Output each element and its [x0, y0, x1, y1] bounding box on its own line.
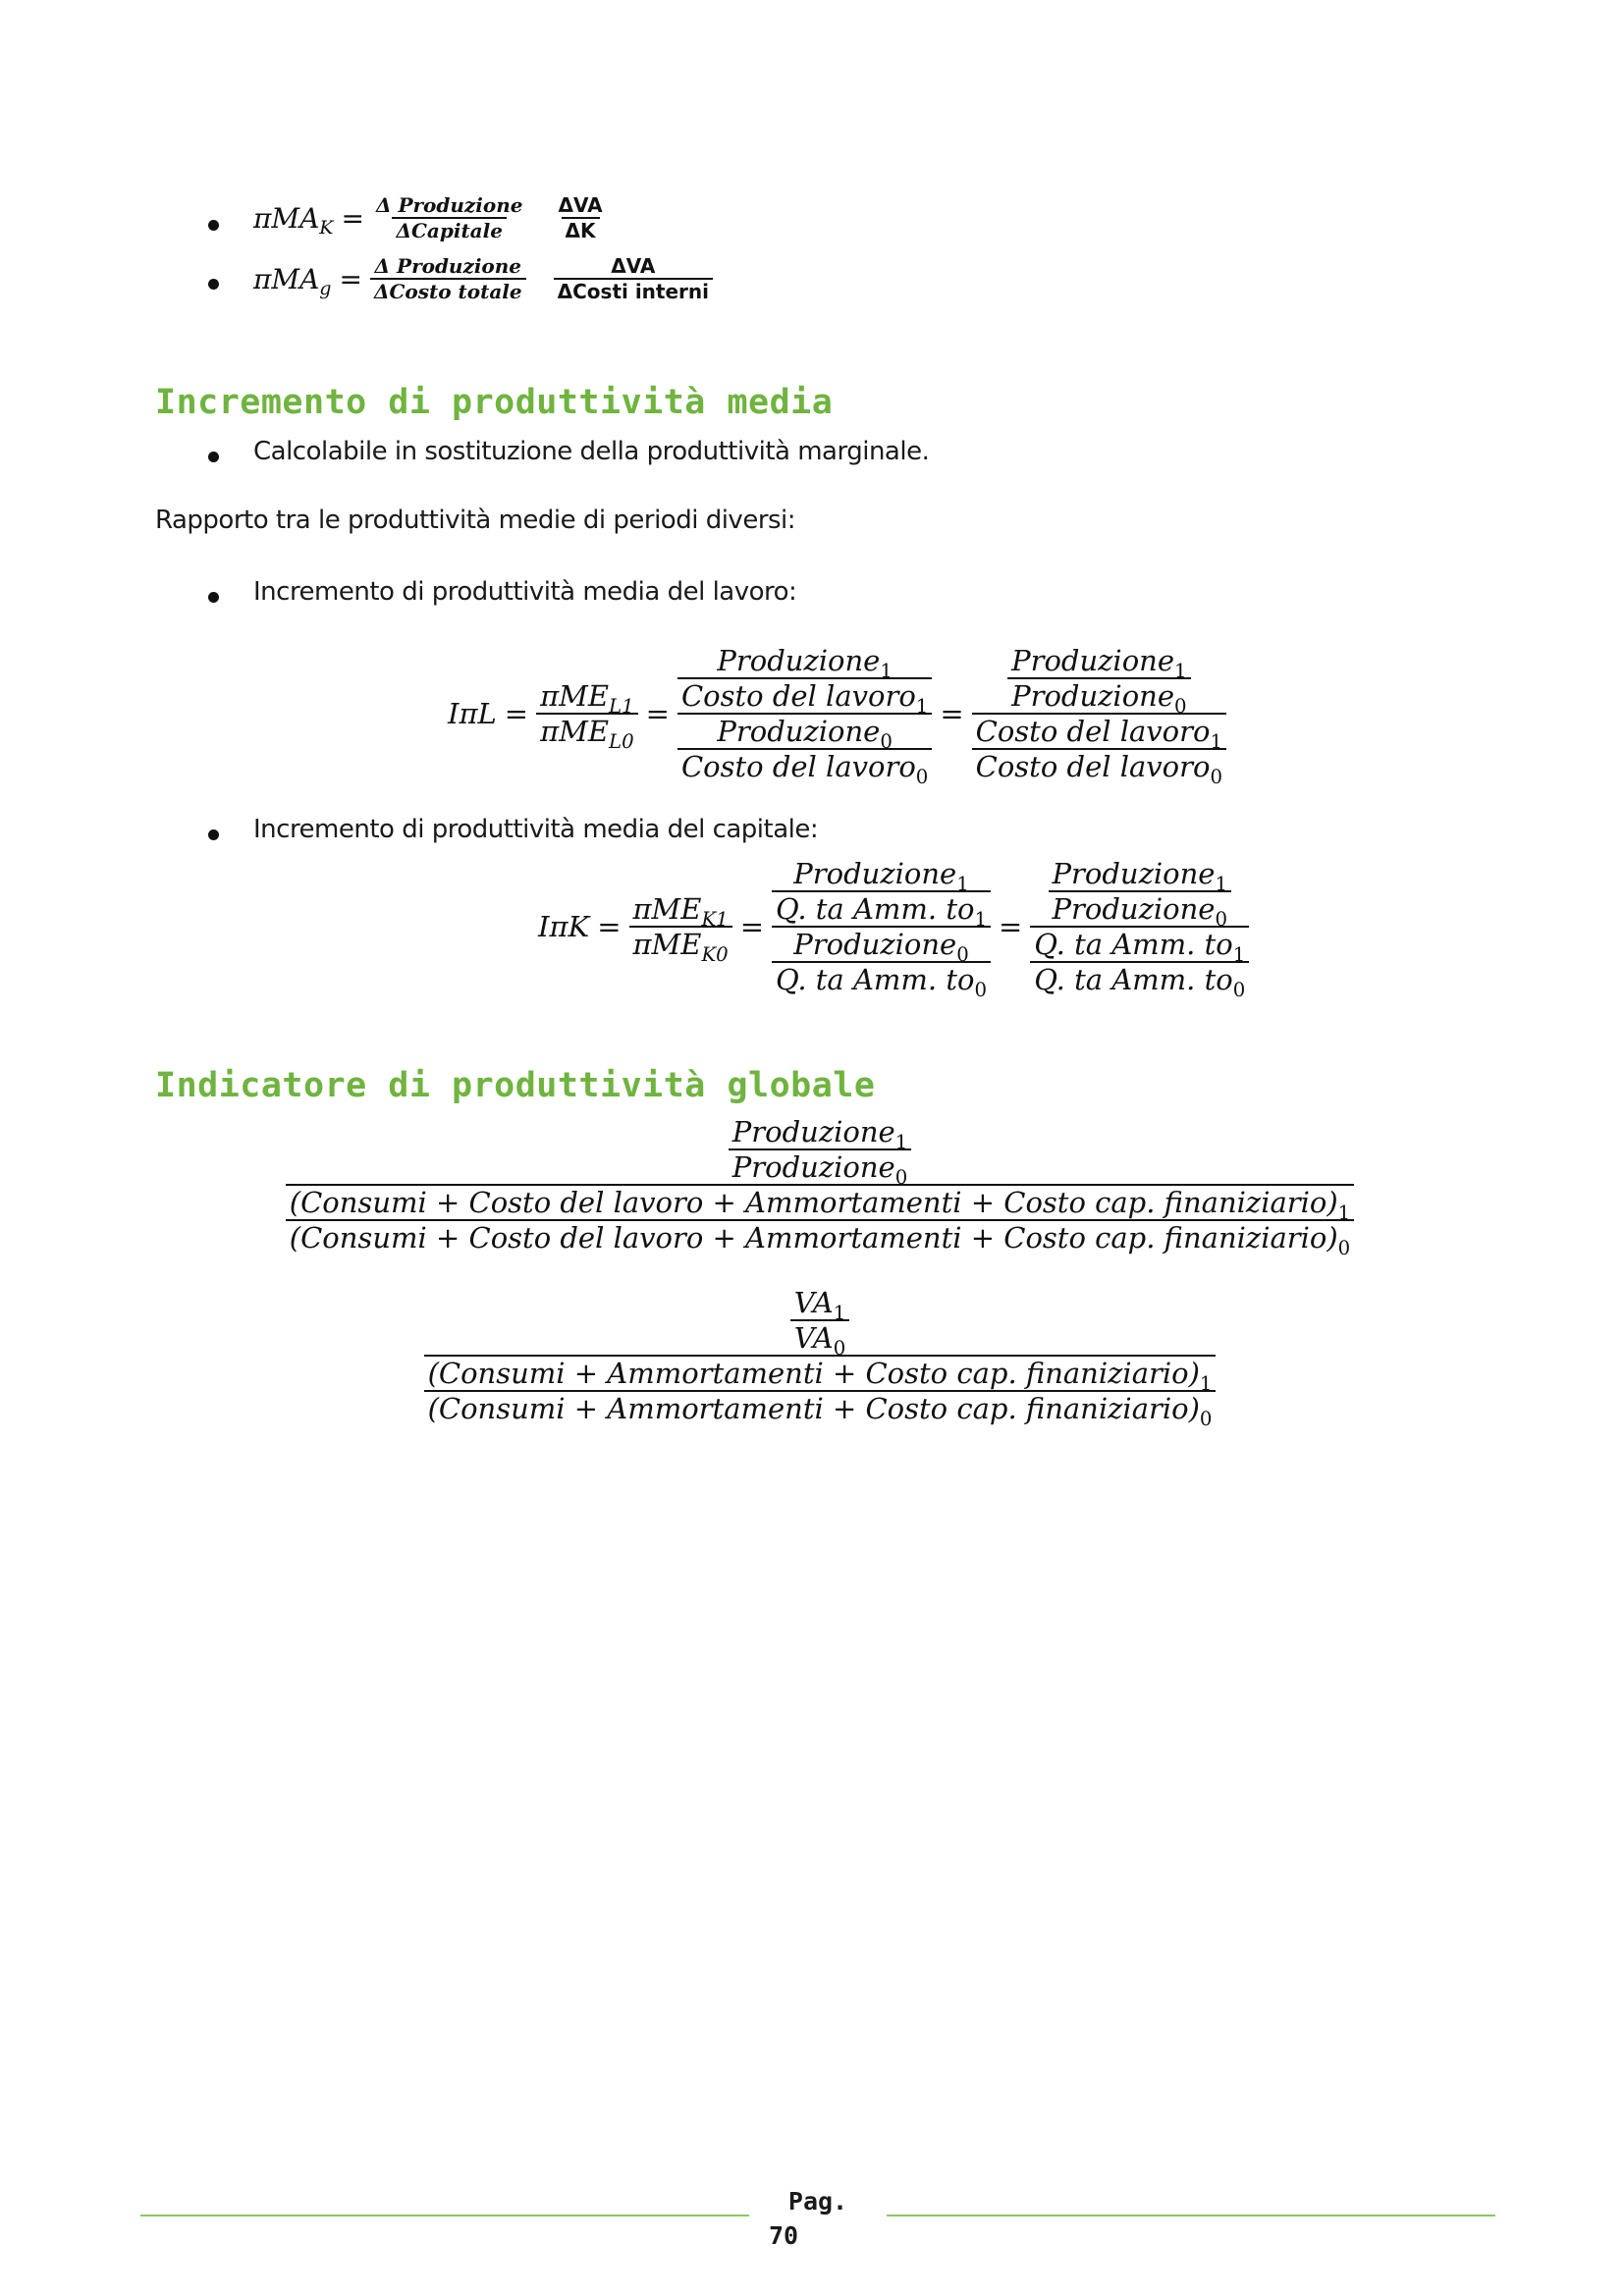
ipl-compound2: $\frac{\frac{Produzione_1}{Produzione_0}}{\frac{Costo del lavoro_1}{Costo del lavoro_0}}$: [972, 644, 1226, 783]
mag-eq: =: [339, 262, 362, 295]
ipk-eq3: =: [998, 910, 1023, 943]
ipk-me-frac: $\frac{\pi ME_{K1}}{\pi ME_{K0}}$: [629, 892, 732, 961]
ipl-me-frac: $\frac{\pi ME_{L1}}{\pi ME_{L0}}$: [536, 679, 638, 748]
mak-lhs: πMA$_K$: [253, 201, 334, 240]
bullet-mag: [208, 279, 219, 290]
ipk-lhs: IπK: [538, 910, 590, 943]
text-lavoro: Incremento di produttività media del lavoro:: [253, 577, 797, 607]
formula-global-1: $\frac{Produzione_1}{Produzione_0}$ (Consumi + Costo del lavoro + Ammortamenti + Costo cap. $finaniziario)_1$ (Consumi + Costo del lavoro + Ammortamenti + Costo cap. $finaniziario)_0$: [304, 1115, 1335, 1255]
bullet-lavoro: [208, 592, 219, 603]
mak-frac1: $\frac{\text{Δ Produzione}}{\text{ΔCapitale}}$: [375, 193, 523, 242]
page-label: Pag.: [787, 2187, 848, 2216]
mag-frac2: $\frac{\text{ΔVA}}{\text{ΔCosti interni}}$: [554, 254, 713, 303]
ipl-eq2: =: [645, 697, 670, 730]
ipl-compound1: $\frac{\frac{Produzione_1}{Costo del lavoro_1}}{\frac{Produzione_0}{Costo del lavoro_0}}$: [677, 644, 932, 783]
ipk-compound1: $\frac{\frac{Produzione_1}{Q. ta Amm. to_1}}{\frac{Produzione_0}{Q. ta Amm. to_0}}$: [772, 857, 991, 996]
footer-line-left: [140, 2215, 749, 2216]
ipl-lhs: IπL: [448, 697, 497, 730]
paragraph-rapporto: Rapporto tra le produttività medie di periodi diversi:: [155, 506, 796, 535]
formula-ipl: [448, 644, 1226, 788]
bullet-mak: [208, 220, 219, 231]
section-title-incremento: Incremento di produttività media: [155, 383, 834, 422]
formula-ipk: [538, 857, 1249, 1001]
mag-lhs: πMA$_g$: [253, 262, 332, 300]
formula-mag: [253, 254, 713, 303]
formula-mak: [253, 193, 607, 242]
ipl-eq1: =: [504, 697, 529, 730]
text-calcolabile: Calcolabile in sostituzione della produttività marginale.: [253, 437, 930, 466]
bullet-calcolabile: [208, 452, 219, 462]
mag-frac1: $\frac{\text{Δ Produzione}}{\text{ΔCosto totale}}$: [370, 254, 526, 303]
ipk-eq2: =: [739, 910, 765, 943]
text-capitale: Incremento di produttività media del capitale:: [253, 815, 819, 844]
ipk-eq1: =: [597, 910, 622, 943]
mak-frac2: $\frac{\text{ΔVA}}{\Delta K}$: [558, 193, 603, 242]
bullet-capitale: [208, 829, 219, 840]
footer-line-right: [887, 2215, 1495, 2216]
ipl-eq3: =: [940, 697, 964, 730]
mak-eq: =: [341, 201, 364, 235]
section-title-globale: Indicatore di produttività globale: [155, 1066, 876, 1105]
page-number: 70: [768, 2221, 799, 2250]
ipk-compound2: $\frac{\frac{Produzione_1}{Produzione_0}}{\frac{Q. ta Amm. to_1}{Q. ta Amm. to_0}}$: [1030, 857, 1249, 996]
formula-global-2: $\frac{VA_1}{VA_0}$ $\frac{(Consumi + Ammortamenti + Costo cap. finaniziario)_1}{(Consumi + Ammortamenti + Costo cap. finaniziario)_0}$: [304, 1286, 1335, 1425]
